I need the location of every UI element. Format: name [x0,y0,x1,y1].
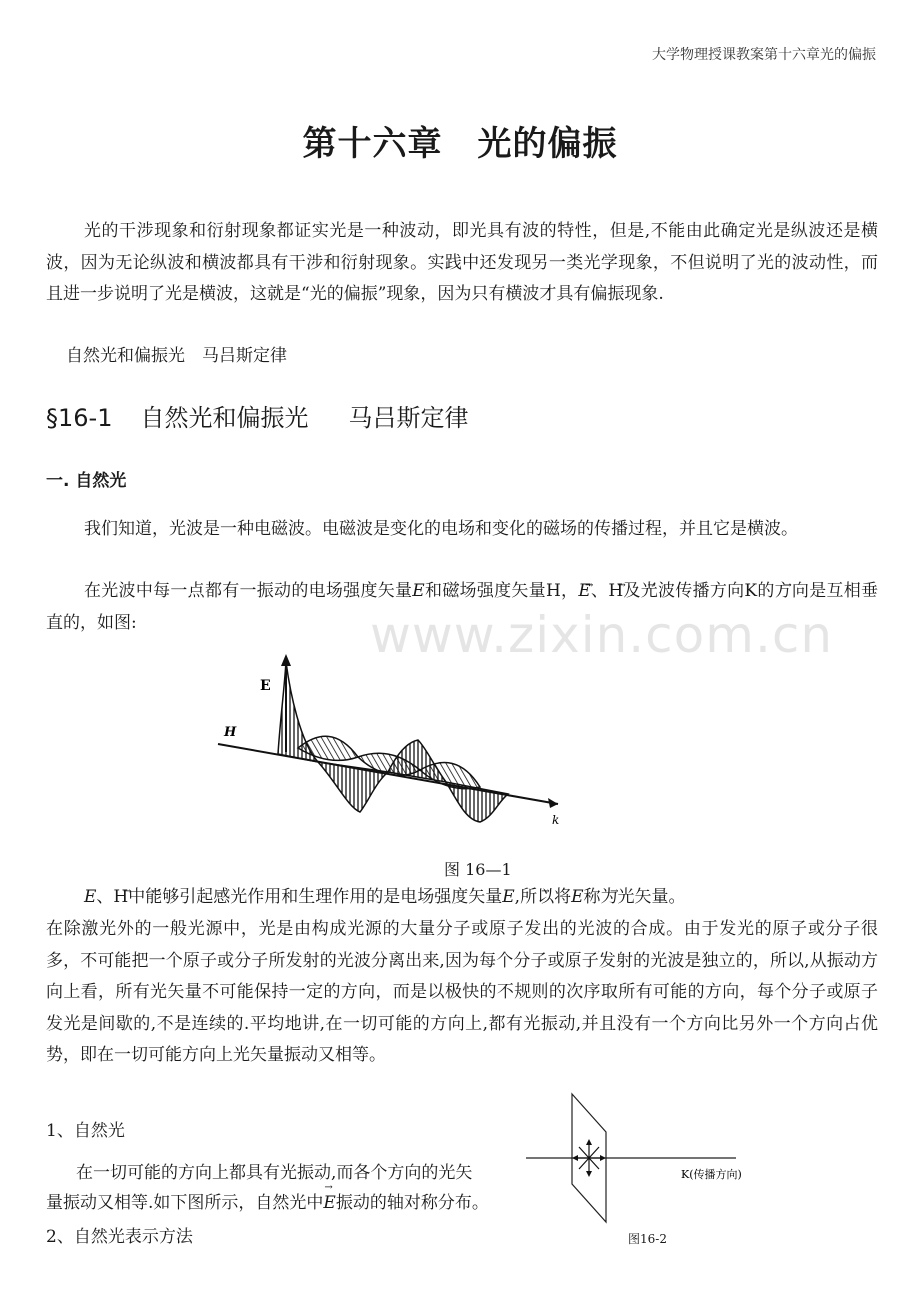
axis-label: K(传播方向) [681,1168,742,1181]
vector-E: → E [323,1193,335,1213]
vector-E: → E [502,887,514,907]
vector-H: → H [608,581,623,601]
item-natural-light: 1、自然光 [46,1121,125,1141]
subsection-title: 一. 自然光 [46,471,127,491]
p2-text-e: 及光波传播方向 [623,581,745,601]
h-field-lobe [420,763,480,789]
natural-light-desc-line2 [46,1188,489,1213]
running-header: 大学物理授课教案第十六章光的偏振 [652,47,876,63]
vector-E: → E [412,581,424,601]
figure-16-2-caption: 图16-2 [628,1232,667,1246]
body-paragraph-3 [46,882,878,914]
p5-text-b: 振动的轴对称分布。 [335,1193,489,1213]
vibration-star [575,1142,603,1174]
p2-text-a: 在光波中每一点都有一振动的电场强度矢量 [84,581,413,601]
p3-text-d: 称为光矢量。 [583,887,686,907]
section-title: 自然光和偏振光 [140,404,309,432]
figure-label-E: E [260,678,271,694]
p2-text-f: 的方向是互相垂直的，如图: [46,581,879,633]
e-axis-arrowhead [281,654,291,666]
p2-text-c: ， [560,581,579,601]
vector-K: → K [744,581,757,601]
p3-text-c: ,所以将 [514,887,572,907]
vector-H: → H [113,887,128,907]
vector-H: → H [546,581,561,601]
figure-label-H: H [224,725,237,740]
natural-light-desc-line1: 在一切可能的方向上都具有光振动,而各个方向的光矢 [76,1163,473,1183]
vector-E: → E [571,887,583,907]
chapter-title: 第十六章 光的偏振 [302,124,618,164]
section-number: §16-1 [46,404,113,432]
em-wave-figure [208,652,578,832]
p2-text-d: 、 [590,581,609,601]
figure-16-1-caption: 图 16—1 [444,860,512,879]
intro-paragraph: 光的干涉现象和衍射现象都证实光是一种波动，即光具有波的特性，但是,不能由此确定光是纵波还是横波，因为无论纵波和横波都具有干涉和衍射现象。实践中还发现另一类光学现象，不但说明了光的波动性，而且进一步说明了光是横波，这就是“光的偏振”现象，因为只有横波才具有偏振现象. [46,221,878,304]
p2-text-b: 和磁场强度矢量 [424,581,546,601]
body-paragraph-1: 我们知道，光波是一种电磁波。电磁波是变化的电场和变化的磁场的传播过程，并且它是横波。 [84,519,798,539]
intro-topics: 自然光和偏振光 马吕斯定律 [66,346,287,366]
watermark: www.zixin.com.cn [370,606,834,664]
natural-light-figure [526,1092,766,1228]
vector-E: → E [84,887,96,907]
p5-text-a: 量振动又相等.如下图所示，自然光中 [46,1193,324,1213]
vector-E: → E [578,581,590,601]
item-natural-light-notation: 2、自然光表示方法 [46,1227,193,1247]
figure-label-k: k [552,813,560,827]
p3-text-b: 中能够引起感光作用和生理作用的是电场强度矢量 [128,887,503,907]
body-paragraph-4: 在除激光外的一般光源中，光是由构成光源的大量分子或原子发出的光波的合成。由于发光的原子或分子很多，不可能把一个原子或分子所发射的光波分离出来,因为每个分子或原子发射的光波是独立的，所以,从振动方向上看，所有光矢量不可能保持一定的方向，而是以极快的不规则的次序取所有可能的方向，每个分子或原子发光是间歇的,不是连续的.平均地讲,在一切可能的方向上,都有光振动,并且没有一个方向比另外一个方向占优势，即在一切可能方向上光矢量振动又相等。 [46,919,878,1065]
p3-text-a: 、 [96,887,114,907]
section-law: 马吕斯定律 [348,404,469,432]
section-heading [46,398,468,433]
